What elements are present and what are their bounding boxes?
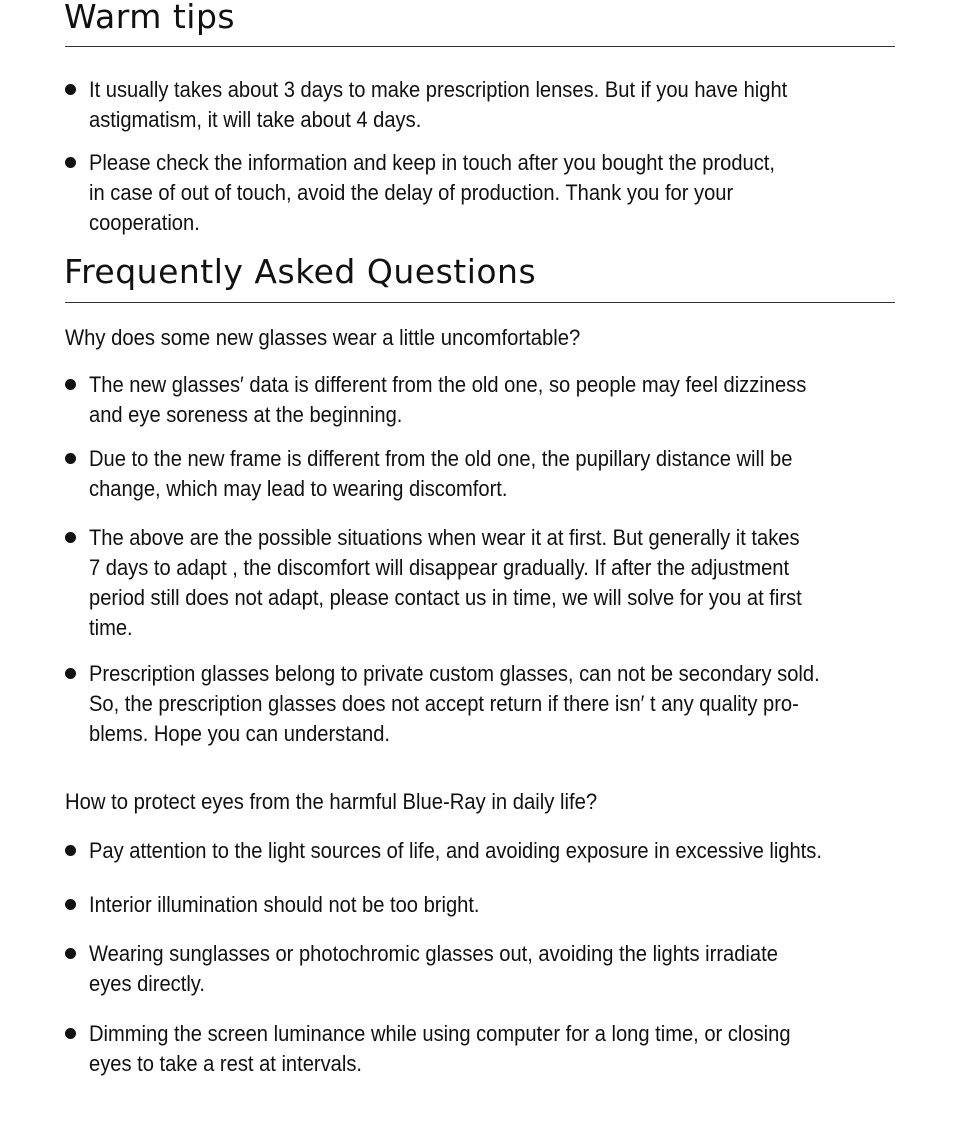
warm-tips-divider <box>65 46 895 47</box>
warm-tips-title: Warm tips <box>64 0 236 36</box>
faq-answer-text: Interior illumination should not be too bright. <box>89 892 480 917</box>
faq-answer-text: Pay attention to the light sources of life, and avoiding exposure in excessive lights. <box>89 838 822 863</box>
bullet-dot-icon <box>65 532 76 543</box>
bullet-dot-icon <box>65 84 76 95</box>
bullet-dot-icon <box>65 453 76 464</box>
faq-question-blue-ray: How to protect eyes from the harmful Blue-Ray in daily life? <box>65 789 598 814</box>
bullet-dot-icon <box>65 1028 76 1039</box>
faq-title: Frequently Asked Questions <box>64 252 537 291</box>
warm-tip-text: It usually takes about 3 days to make prescription lenses. But if you have hight astigmatism, it will take about 4 days. <box>89 77 788 132</box>
faq-question-uncomfortable: Why does some new glasses wear a little uncomfortable? <box>65 325 581 350</box>
faq-answer-text: Due to the new frame is different from the old one, the pupillary distance will be change, which may lead to wearing discomfort. <box>89 446 793 501</box>
faq-answer-text: Prescription glasses belong to private custom glasses, can not be secondary sold. So, the prescription glasses does not accept return if there isn′ t any quality pro- blems. Hope you can understand. <box>89 661 820 746</box>
faq-answer-text: The new glasses′ data is different from the old one, so people may feel dizziness and eye soreness at the beginning. <box>89 372 807 427</box>
bullet-dot-icon <box>65 379 76 390</box>
faq-answer-text: The above are the possible situations when wear it at first. But generally it takes 7 days to adapt , the discomfort will disappear gradually. If after the adjustment period still does not adapt, please contact us in time, we will solve for you at first time. <box>89 525 802 640</box>
bullet-dot-icon <box>65 948 76 959</box>
bullet-dot-icon <box>65 899 76 910</box>
faq-answer-text: Wearing sunglasses or photochromic glasses out, avoiding the lights irradiate eyes directly. <box>89 941 778 996</box>
bullet-dot-icon <box>65 668 76 679</box>
bullet-dot-icon <box>65 845 76 856</box>
warm-tip-text: Please check the information and keep in touch after you bought the product, in case of out of touch, avoid the delay of production. Thank you for your cooperation. <box>89 150 775 235</box>
bullet-dot-icon <box>65 157 76 168</box>
faq-divider <box>65 302 895 303</box>
faq-answer-text: Dimming the screen luminance while using computer for a long time, or closing eyes to take a rest at intervals. <box>89 1021 791 1076</box>
